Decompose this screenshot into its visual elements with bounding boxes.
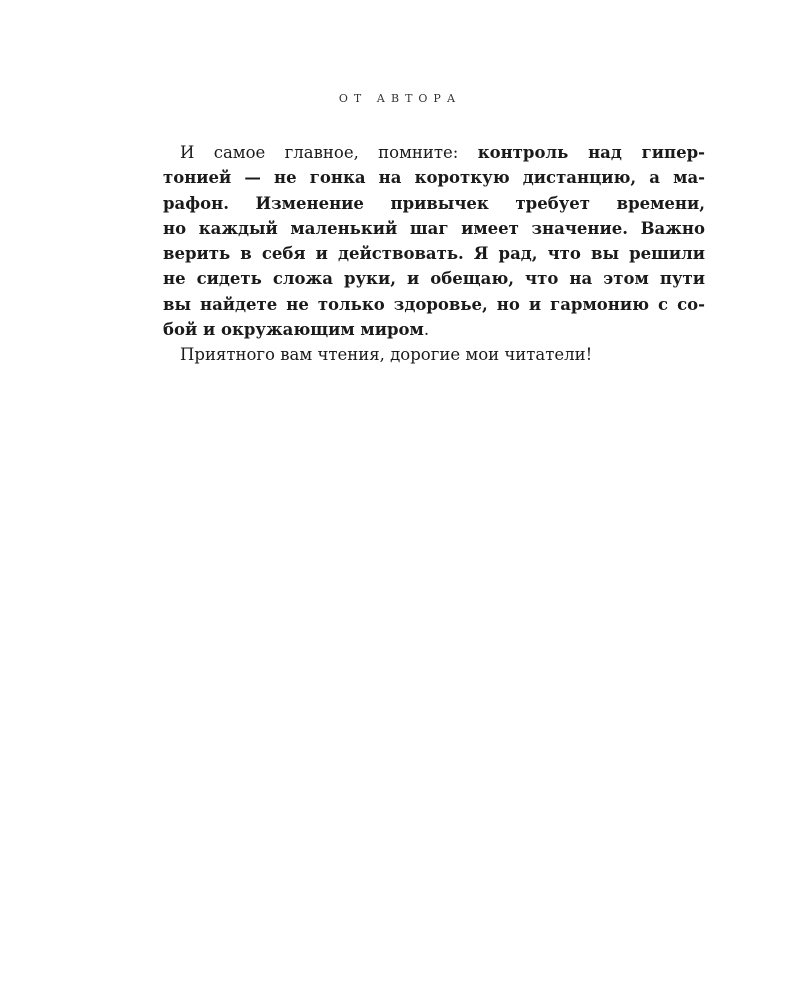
paragraph-1 <box>163 140 705 342</box>
paragraph-1-line-7: вы найдете не только здоровье, но и гармонию с со- <box>163 294 705 314</box>
paragraph-2 <box>163 342 705 367</box>
body-text <box>163 140 705 368</box>
bold-text: контроль над гипер- <box>477 143 705 162</box>
running-head: ОТ АВТОРА <box>338 92 462 105</box>
regular-text: И самое главное, помните: <box>180 143 478 162</box>
paragraph-1-line-4: но каждый маленький шаг имеет значение. Важно <box>163 218 705 238</box>
paragraph-1-line-8 <box>163 317 705 342</box>
bold-text: бой и окружающим миром <box>163 320 424 340</box>
paragraph-1-line-5: верить в себя и действовать. Я рад, что вы решили <box>163 244 705 264</box>
paragraph-1-line-6: не сидеть сложа руки, и обещаю, что на этом пути <box>163 269 705 289</box>
paragraph-1-line-2: тонией — не гонка на короткую дистанцию, а ма- <box>163 168 705 188</box>
regular-text: . <box>423 320 430 340</box>
paragraph-1-line-3: рафон. Изменение привычек требует времени, <box>163 193 705 213</box>
paragraph-2-line-1: Приятного вам чтения, дорогие мои читатели! <box>180 345 593 365</box>
paragraph-1-line-1 <box>163 140 705 165</box>
